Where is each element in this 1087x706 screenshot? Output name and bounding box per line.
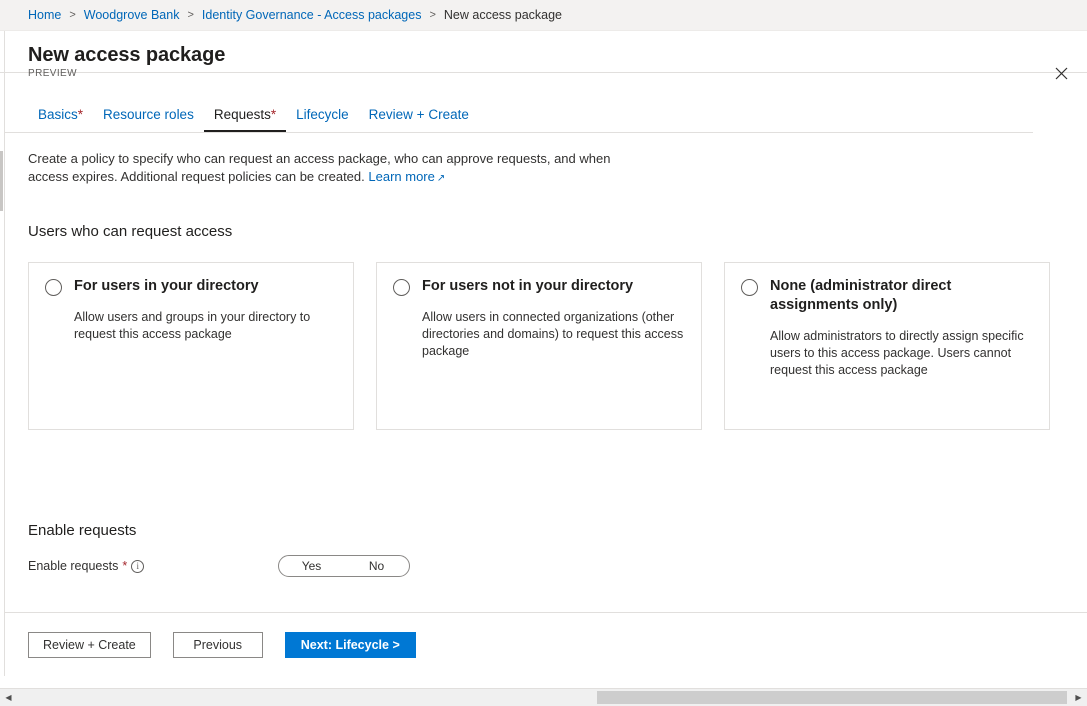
tab-resource-roles-label: Resource roles [103, 107, 194, 122]
learn-more-label: Learn more [368, 169, 435, 184]
breadcrumb-item-home[interactable]: Home [28, 8, 62, 22]
scroll-left-arrow-icon[interactable]: ◀ [5, 693, 12, 702]
breadcrumb-item-current: New access package [443, 8, 563, 22]
close-button[interactable] [1045, 57, 1077, 89]
enable-requests-required: * [122, 559, 128, 573]
tab-basics-label: Basics [38, 107, 78, 122]
horizontal-scrollbar[interactable] [0, 689, 1087, 706]
users-section-title: Users who can request access [28, 223, 233, 240]
enable-requests-label-group [28, 559, 278, 573]
info-icon[interactable]: i [131, 560, 144, 573]
option-card-description: Allow users in connected organizations (other directories and domains) to request this access package [422, 310, 684, 358]
scrollbar-thumb[interactable] [597, 691, 1067, 704]
intro-line-2: access expires. Additional request policies can be created. [28, 169, 365, 184]
breadcrumb [0, 0, 1087, 31]
option-card-description: Allow administrators to directly assign specific users to this access package. Users cannot request this access package [770, 329, 1024, 377]
option-card-title: None (administrator direct assignments only) [770, 278, 952, 313]
tab-requests[interactable] [204, 107, 286, 132]
option-card-header [393, 277, 685, 296]
external-link-icon: ↗ [436, 173, 446, 184]
tab-requests-required: * [270, 107, 277, 122]
toggle-option-yes[interactable]: Yes [301, 559, 322, 573]
option-card-users-not-in-directory[interactable] [376, 262, 702, 430]
blade-left-rail [0, 31, 5, 676]
tab-basics-required: * [77, 107, 84, 122]
previous-button[interactable]: Previous [173, 632, 263, 658]
tab-bar [0, 95, 1033, 133]
intro-line-1: Create a policy to specify who can request an access package, who can approve requests, and when [28, 151, 611, 166]
breadcrumb-separator-icon: > [187, 9, 194, 21]
option-card-header [741, 277, 1033, 315]
radio-users-in-directory[interactable] [45, 279, 62, 296]
tab-basics[interactable] [28, 107, 93, 132]
request-option-cards [28, 262, 1059, 430]
close-icon [1055, 67, 1068, 80]
blade-content [0, 133, 1087, 577]
page-title: New access package [28, 44, 226, 66]
tab-lifecycle[interactable] [286, 107, 359, 132]
option-card-description: Allow users and groups in your directory to request this access package [74, 310, 311, 341]
enable-requests-toggle[interactable] [278, 555, 410, 577]
option-card-header [45, 277, 337, 296]
enable-requests-section-title: Enable requests [28, 522, 137, 539]
preview-badge: PREVIEW [28, 68, 77, 79]
enable-requests-label: Enable requests [28, 559, 119, 573]
scroll-right-arrow-icon[interactable]: ▶ [1075, 693, 1082, 702]
scrollbar-track[interactable] [17, 689, 1070, 706]
tab-resource-roles[interactable] [93, 107, 204, 132]
enable-requests-row [28, 555, 1059, 577]
radio-users-not-in-directory[interactable] [393, 279, 410, 296]
toggle-option-no[interactable]: No [368, 559, 385, 573]
tab-review-create[interactable] [359, 107, 479, 132]
breadcrumb-item-identity-governance[interactable]: Identity Governance - Access packages [201, 8, 422, 22]
tab-review-create-label: Review + Create [368, 107, 469, 122]
intro-text [28, 150, 628, 188]
radio-none-admin-direct[interactable] [741, 279, 758, 296]
tab-requests-label: Requests [213, 107, 271, 122]
option-card-title: For users in your directory [74, 278, 259, 294]
breadcrumb-separator-icon: > [429, 9, 436, 21]
next-lifecycle-button[interactable]: Next: Lifecycle > [285, 632, 416, 658]
review-create-button[interactable]: Review + Create [28, 632, 151, 658]
tab-lifecycle-label: Lifecycle [296, 107, 349, 122]
learn-more-link[interactable] [368, 169, 445, 184]
option-card-users-in-directory[interactable] [28, 262, 354, 430]
breadcrumb-item-woodgrove-bank[interactable]: Woodgrove Bank [83, 8, 180, 22]
option-card-none-admin-direct[interactable] [724, 262, 1050, 430]
blade-resize-handle[interactable] [0, 151, 3, 211]
blade-footer [5, 612, 1087, 676]
breadcrumb-separator-icon: > [69, 9, 76, 21]
blade-header [0, 31, 1087, 79]
option-card-title: For users not in your directory [422, 278, 634, 294]
